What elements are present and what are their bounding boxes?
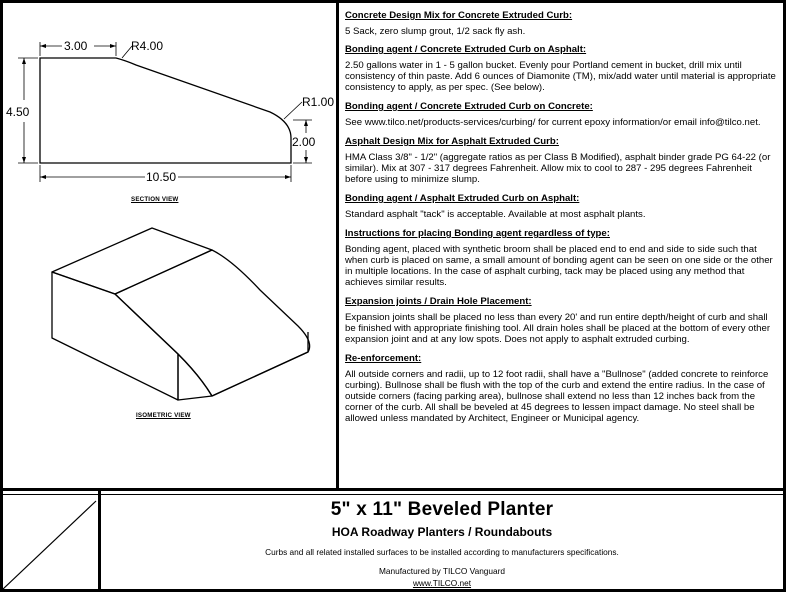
- note-expansion-joints: [345, 296, 779, 345]
- note-heading: Concrete Design Mix for Concrete Extruded Curb:: [345, 10, 573, 21]
- note-bonding-asphalt-on-asphalt: [345, 193, 779, 220]
- note-body: 5 Sack, zero slump grout, 1/2 sack fly ash.: [345, 26, 526, 37]
- note-concrete-mix: [345, 10, 779, 37]
- dim-big-radius: R4.00: [131, 39, 164, 53]
- title-block: [101, 495, 783, 589]
- installation-note: Curbs and all related installed surfaces to be installed according to manufacturers specifications.: [265, 547, 619, 557]
- note-heading: Asphalt Design Mix for Asphalt Extruded Curb:: [345, 136, 559, 147]
- website-link[interactable]: www.TILCO.net: [412, 578, 472, 588]
- note-heading: Bonding agent / Asphalt Extruded Curb on Asphalt:: [345, 193, 580, 204]
- note-heading: Expansion joints / Drain Hole Placement:: [345, 296, 532, 307]
- drawing-title: 5" x 11" Beveled Planter: [330, 499, 554, 520]
- dim-height: 4.50: [6, 105, 30, 119]
- note-body: 2.50 gallons water in 1 - 5 gallon bucket. Evenly pour Portland cement in bucket, drill mix until consistency of thin paste. Add 6 ounces of Diamonite (TM), mix/add water until material is appropriate consistency to apply, as per spec. (See below).: [345, 60, 776, 93]
- note-body: Standard asphalt "tack" is acceptable. Available at most asphalt plants.: [345, 209, 646, 220]
- title-block-divider: [0, 488, 786, 491]
- note-body: Bonding agent, placed with synthetic broom shall be placed end to end and side to side such that when curb is placed on same, a small amount of bonding agent can be seen on one side or the other in multiple locations. In the case of asphalt curbing, tack may be placed using any method that achieves similar results.: [345, 244, 773, 288]
- note-heading: Instructions for placing Bonding agent regardless of type:: [345, 228, 610, 239]
- note-heading: Bonding agent / Concrete Extruded Curb on Concrete:: [345, 101, 593, 112]
- note-bonding-instructions: [345, 228, 779, 288]
- note-reinforcement: [345, 353, 779, 424]
- section-view-drawing: [0, 0, 336, 210]
- vertical-divider: [336, 0, 339, 490]
- isometric-view-drawing: [0, 210, 336, 440]
- manufacturer: Manufactured by TILCO Vanguard: [378, 566, 506, 576]
- isometric-view-label: ISOMETRIC VIEW: [136, 412, 191, 419]
- dim-top-flat: 3.00: [64, 39, 88, 53]
- dim-width: 10.50: [146, 170, 177, 184]
- drawing-subtitle: HOA Roadway Planters / Roundabouts: [331, 525, 553, 539]
- note-heading: Bonding agent / Concrete Extruded Curb on Asphalt:: [345, 44, 587, 55]
- note-asphalt-mix: [345, 136, 779, 185]
- note-body: All outside corners and radii, up to 12 foot radii, shall have a "Bullnose" (added concrete to reinforce curbing). Bullnose shall be flush with the top of the curb and extend the entire radius. In the case of outside corners (facing parking area), bullnose shall extend no less than 12 inches back from the corner of the curb. All shall be beveled at 45 degrees to lessen impact damage. No steel shall be allowed unless mandated by Architect, Engineer or Municipal agency.: [345, 369, 769, 424]
- note-body: HMA Class 3/8" - 1/2" (aggregate ratios as per Class B Modified), asphalt binder grade PG 64-22 (or similar). Mix at 307 - 317 degrees Fahrenheit. Allow mix to cool to 287 - 295 degrees Fahrenheit before using to minimize slump.: [345, 152, 771, 185]
- note-bonding-concrete-on-asphalt: [345, 44, 779, 93]
- section-view-label: SECTION VIEW: [131, 196, 179, 203]
- note-body: Expansion joints shall be placed no less than every 20' and run entire depth/height of curb and shall be finished with appropriate finishing tool. All drain holes shall be placed at the bottom of every other expansion joint and at any low spots. Does not apply to asphalt extruded curbing.: [345, 312, 771, 345]
- note-heading: Re-enforcement:: [345, 353, 422, 364]
- note-body: See www.tilco.net/products-services/curbing/ for current epoxy information/or email info@tilco.net.: [345, 117, 761, 128]
- dim-small-radius: R1.00: [302, 95, 335, 109]
- title-block-diagonal: [0, 491, 98, 589]
- dim-front-height: 2.00: [292, 135, 316, 149]
- note-bonding-concrete-on-concrete: [345, 101, 779, 128]
- specification-notes: [345, 10, 779, 432]
